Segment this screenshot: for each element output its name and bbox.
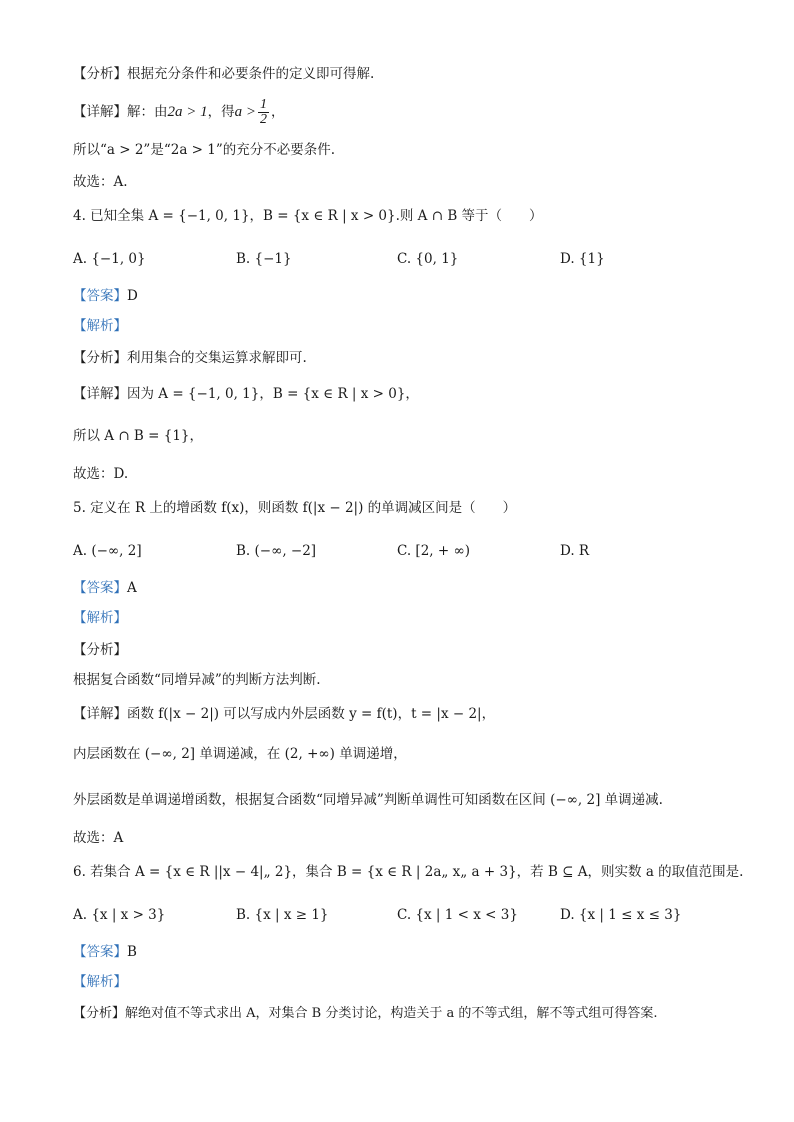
q4-answer-value: D bbox=[127, 288, 138, 304]
q4-therefore: 所以 A ∩ B = {1}， bbox=[73, 428, 204, 444]
analysis-line: 【分析】根据充分条件和必要条件的定义即可得解. bbox=[73, 66, 375, 82]
fraction-denominator: 2 bbox=[260, 112, 267, 127]
inequality-2a-gt-1: 2a > 1 bbox=[167, 104, 208, 120]
question-4-options bbox=[73, 248, 753, 270]
q5-outer-function: 外层函数是单调递增函数，根据复合函数“同增异减”判断单调性可知函数在区间 (−∞, 2] 单调递减. bbox=[73, 792, 663, 808]
fraction-numerator: 1 bbox=[260, 97, 267, 112]
q5-analysis-tag: 【分析】 bbox=[73, 642, 127, 658]
q4-option-d: D. {1} bbox=[560, 251, 605, 267]
q6-answer-value: B bbox=[127, 944, 137, 960]
q6-option-a: A. {x | x > 3} bbox=[73, 907, 166, 923]
q5-choice: 故选：A bbox=[73, 830, 124, 846]
question-6-options bbox=[73, 904, 753, 926]
detail-prefix: 【详解】解：由 bbox=[73, 104, 168, 120]
answer-tag: 【答案】 bbox=[73, 944, 127, 960]
q6-option-b: B. {x | x ≥ 1} bbox=[236, 907, 329, 923]
q4-detail: 【详解】因为 A = {−1, 0, 1}，B = {x ∈ R | x > 0}， bbox=[73, 386, 419, 402]
q6-answer-line bbox=[73, 942, 734, 962]
q5-option-b: B. (−∞, −2] bbox=[236, 543, 317, 559]
detail-mid: ，得 bbox=[207, 104, 235, 120]
q5-option-c: C. [2, + ∞) bbox=[397, 543, 470, 559]
question-5-stem: 5. 定义在 R 上的增函数 f(x)，则函数 f(|x − 2|) 的单调减区间是（ ） bbox=[73, 500, 517, 516]
fraction-one-half bbox=[258, 98, 269, 127]
detail-suffix: ， bbox=[271, 104, 285, 120]
q4-option-c: C. {0, 1} bbox=[397, 251, 459, 267]
answer-tag: 【答案】 bbox=[73, 288, 127, 304]
question-4-stem: 4. 已知全集 A = {−1, 0, 1}，B = {x ∈ R | x > 0}.则 A ∩ B 等于（ ） bbox=[73, 208, 543, 224]
q6-option-c: C. {x | 1 < x < 3} bbox=[397, 907, 518, 923]
answer-tag: 【答案】 bbox=[73, 580, 127, 596]
q5-inner-function: 内层函数在 (−∞, 2] 单调递减，在 (2, +∞) 单调递增， bbox=[73, 746, 407, 762]
choice-line: 故选：A. bbox=[73, 174, 128, 190]
q5-detail: 【详解】函数 f(|x − 2|) 可以写成内外层函数 y = f(t)，t = |x − 2|， bbox=[73, 706, 496, 722]
question-6-stem: 6. 若集合 A = {x ∈ R ||x − 4|„ 2}，集合 B = {x ∈ R | 2a„ x„ a + 3}，若 B ⊆ A，则实数 a 的取值范围是. bbox=[73, 864, 744, 880]
q5-answer-value: A bbox=[127, 580, 137, 596]
q5-jiexi-tag: 【解析】 bbox=[73, 610, 127, 626]
question-5-options bbox=[73, 540, 753, 562]
q5-analysis-body: 根据复合函数“同增异减”的判断方法判断. bbox=[73, 672, 321, 688]
detail-line bbox=[73, 92, 734, 132]
q5-option-a: A. (−∞, 2] bbox=[73, 543, 142, 559]
q4-option-a: A. {−1, 0} bbox=[73, 251, 146, 267]
q4-analysis: 【分析】利用集合的交集运算求解即可. bbox=[73, 350, 307, 366]
q6-option-d: D. {x | 1 ≤ x ≤ 3} bbox=[560, 907, 682, 923]
q5-option-d: D. R bbox=[560, 543, 590, 559]
q5-answer-line bbox=[73, 578, 734, 598]
conclusion-line: 所以“a > 2”是“2a > 1”的充分不必要条件. bbox=[73, 142, 336, 158]
q6-jiexi-tag: 【解析】 bbox=[73, 974, 127, 990]
q6-analysis: 【分析】解绝对值不等式求出 A，对集合 B 分类讨论，构造关于 a 的不等式组，解不等式组可得答案. bbox=[73, 1006, 658, 1021]
q4-choice: 故选：D. bbox=[73, 466, 129, 482]
q4-jiexi-tag: 【解析】 bbox=[73, 318, 127, 334]
inequality-a-gt: a > bbox=[234, 104, 256, 120]
q4-answer-line bbox=[73, 286, 734, 306]
q4-option-b: B. {−1} bbox=[236, 251, 292, 267]
